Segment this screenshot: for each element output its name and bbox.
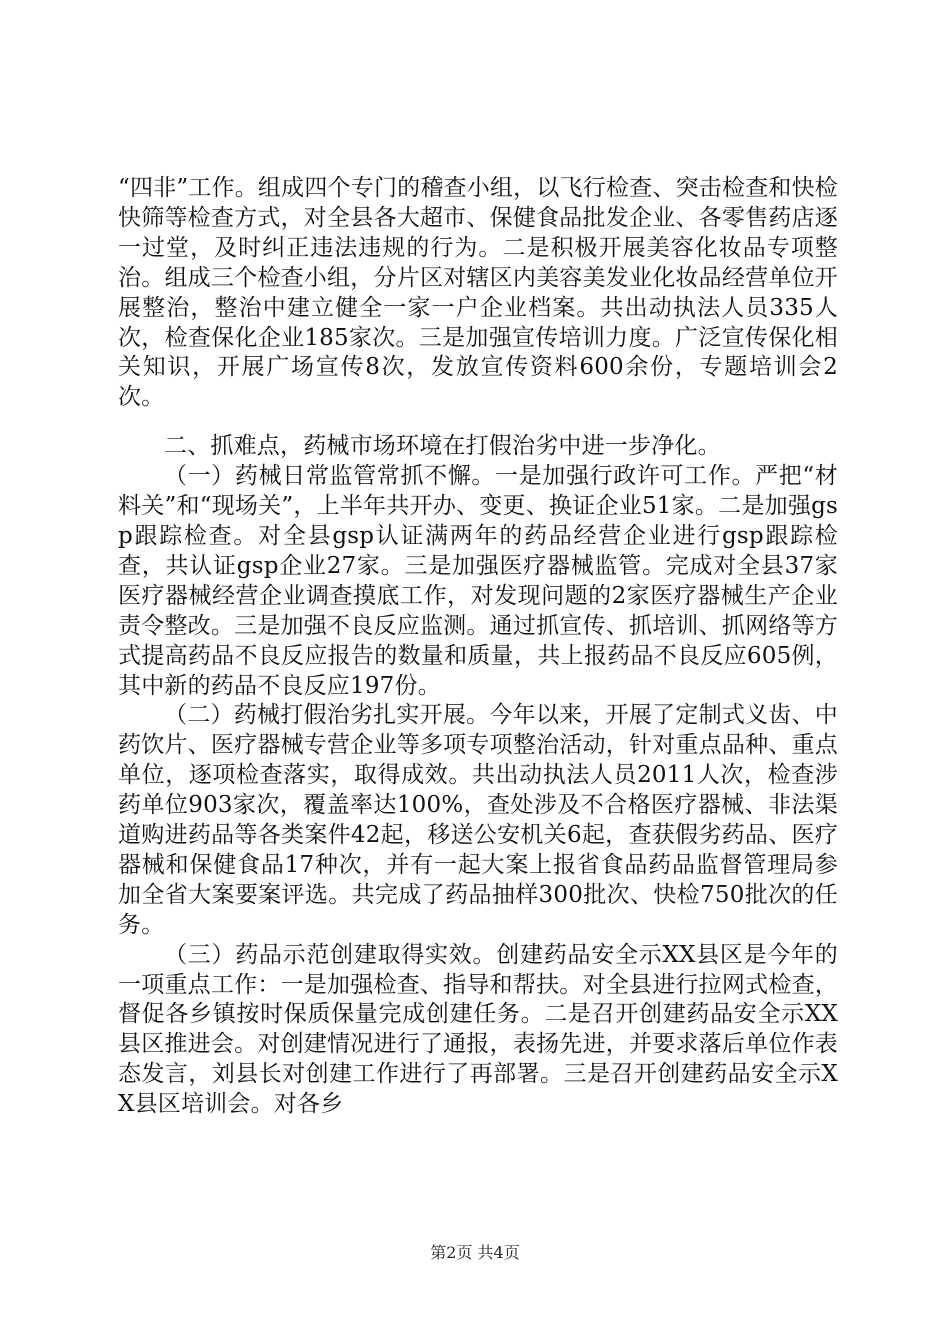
section-heading: 二、抓难点，药械市场环境在打假治劣中进一步净化。 <box>164 433 721 460</box>
paragraph-subsection-1: （一）药械日常监管常抓不懈。一是加强行政许可工作。严把“材料关”和“现场关”，上半年共开办、变更、换证企业51家。二是加强gsp跟踪检查。对全县gsp认证满两年的药品经营企业进行gsp跟踪检查，共认证gsp企业27家。三是加强医疗器械监管。完成对全县37家医疗器械经营企业调查摸底工作，对发现问题的2家医疗器械生产企业责令整改。三是加强不良反应监测。通过抓宣传、抓培训、抓网络等方式提高药品不良反应报告的数量和质量，共上报药品不良反应605例，其中新的药品不良反应197份。 <box>118 463 838 699</box>
paragraph-continuation: “四非”工作。组成四个专门的稽查小组，以飞行检查、突击检查和快检快筛等检查方式，对全县各大超市、保健食品批发企业、各零售药店逐一过堂，及时纠正违法违规的行为。二是积极开展美容化妆品专项整治。组成三个检查小组，分片区对辖区内美容美发业化妆品经营单位开展整治，整治中建立健全一家一户企业档案。共出动执法人员335人次，检查保化企业185家次。三是加强宣传培训力度。广泛宣传保化相关知识，开展广场宣传8次，发放宣传资料600余份，专题培训会2次。 <box>118 175 838 411</box>
page-number-footer: 第2页 共4页 <box>430 1243 520 1262</box>
paragraph-subsection-3: （三）药品示范创建取得实效。创建药品安全示XX县区是今年的一项重点工作：一是加强检查、指导和帮扶。对全县进行拉网式检查，督促各乡镇按时保质保量完成创建任务。二是召开创建药品安全示XX县区推进会。对创建情况进行了通报，表扬先进，并要求落后单位作表态发言，刘县长对创建工作进行了再部署。三是召开创建药品安全示XX县区培训会。对各乡 <box>118 941 838 1118</box>
document-body <box>118 174 838 1120</box>
paragraph-subsection-2: （二）药械打假治劣扎实开展。今年以来，开展了定制式义齿、中药饮片、医疗器械专营企业等多项专项整治活动，针对重点品种、重点单位，逐项检查落实，取得成效。共出动执法人员2011人次，检查涉药单位903家次，覆盖率达100%，查处涉及不合格医疗器械、非法渠道购进药品等各类案件42起，移送公安机关6起，查获假劣药品、医疗器械和保健食品17种次，并有一起大案上报省食品药品监督管理局参加全省大案要案评选。共完成了药品抽样300批次、快检750批次的任务。 <box>118 702 838 938</box>
